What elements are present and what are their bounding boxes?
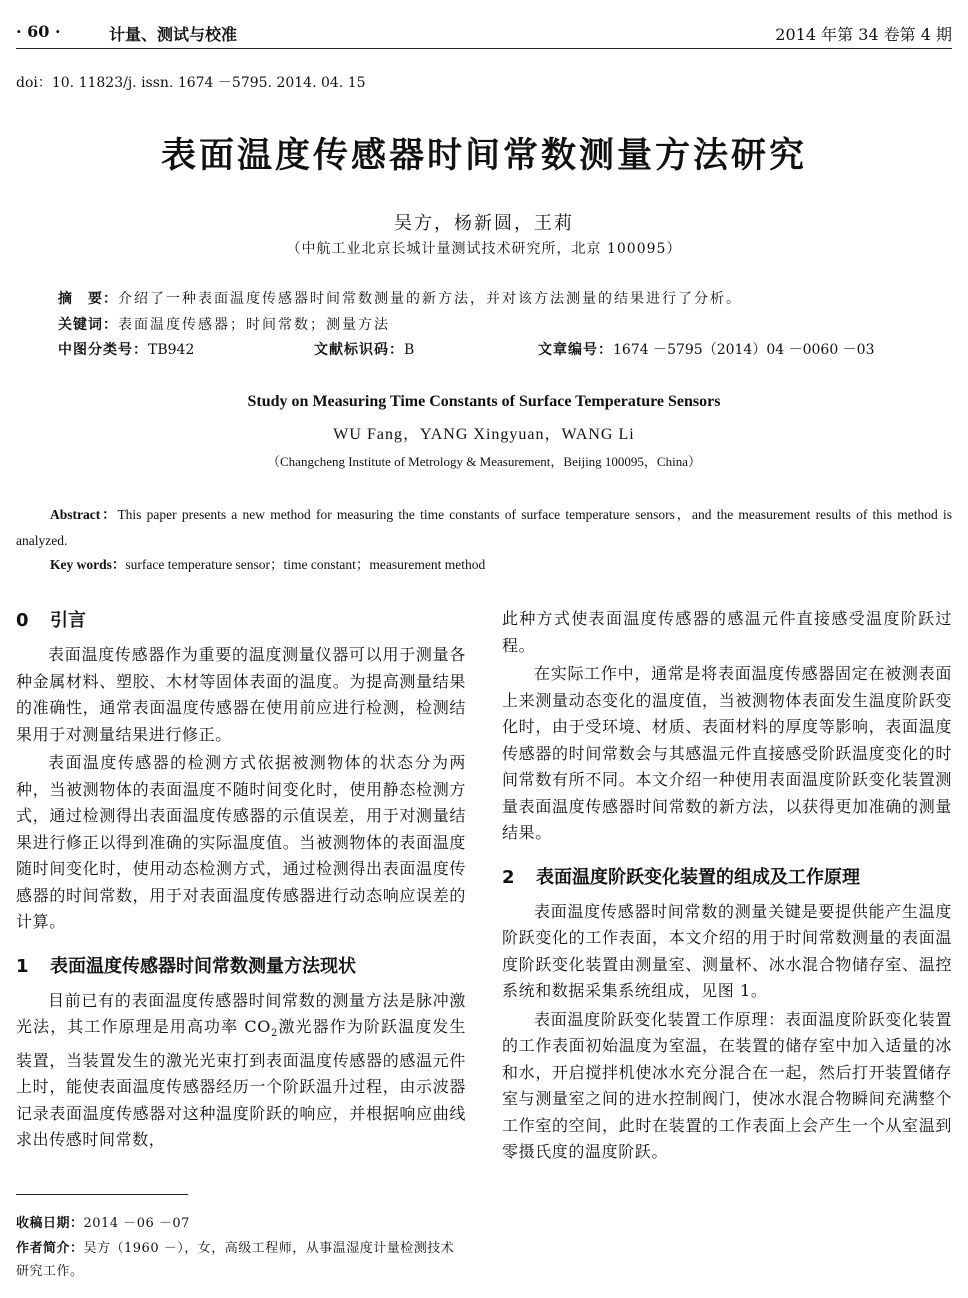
paragraph: 目前已有的表面温度传感器时间常数的测量方法是脉冲激光法，其工作原理是用高功率 $CO_2$激光器作为阶跃温度发生装置，当装置发生的激光光束打到表面温度传感器的感温元件上时，能使表面温度传感器经历一个阶跃温升过程，由示波器记录表面温度传感器对这种温度阶跃的响应，并根据响应曲线求出传感时间常数，: [16, 990, 466, 1150]
paragraph: 表面温度传感器时间常数的测量关键是要提供能产生温度阶跃变化的工作表面，本文介绍的用于时间常数测量的表面温度阶跃变化装置由测量室、测量杯、冰水混合物储存室、温控系统和数据采集系统组成，见图 1。: [502, 901, 952, 1000]
footnote-author: 作者简介：吴方（1960 －），女，高级工程师，从事温湿度计量检测技术研究工作。: [16, 1241, 455, 1279]
authors-chinese: 吴方，杨新圆，王莉: [394, 213, 574, 234]
footnote-received: 收稿日期：2014 －06 －07: [16, 1216, 190, 1231]
paragraph: 表面温度传感器作为重要的温度测量仪器可以用于测量各种金属材料、塑胶、木材等固体表面的温度。为提高测量结果的准确性，通常表面温度传感器在使用前应进行检测，检测结果用于对测量结果进行修正。: [16, 645, 466, 744]
issue-info: 2014 年第 34 卷第 4 期: [775, 25, 952, 44]
document-code: 文献标识码：B: [314, 342, 415, 358]
abstract-chinese: [58, 288, 742, 308]
title-english: Study on Measuring Time Constants of Surface Temperature Sensors: [247, 393, 721, 410]
abstract-en-label: Abstract：: [50, 507, 118, 522]
footnote-rule: [16, 1194, 188, 1195]
section-heading-1: 1 表面温度传感器时间常数测量方法现状: [16, 955, 356, 977]
keywords-chinese: [58, 314, 390, 334]
paragraph: 表面温度阶跃变化装置工作原理：表面温度阶跃变化装置的工作表面初始温度为室温，在装置的储存室中加入适量的冰和水，开启搅拌机使冰水充分混合在一起，然后打开装置储存室与测量室之间的进水控制阀门，使冰水混合物瞬间充满整个工作室的空间，此时在装置的工作表面上会产生一个从室温到零摄氏度的温度阶跃。: [502, 1009, 952, 1161]
authors-english: WU Fang，YANG Xingyuan，WANG Li: [333, 426, 635, 443]
keywords-en-label: Key words：: [50, 557, 126, 572]
keywords-text: 表面温度传感器；时间常数；测量方法: [118, 317, 390, 333]
abstract-text: 介绍了一种表面温度传感器时间常数测量的新方法，并对该方法测量的结果进行了分析。: [118, 291, 742, 307]
section-heading-2: 2 表面温度阶跃变化装置的组成及工作原理: [502, 866, 860, 888]
paragraph: 在实际工作中，通常是将表面温度传感器固定在被测表面上来测量动态变化的温度值，当被测物体表面发生温度阶跃变化时，由于受环境、材质、表面材料的厚度等影响，表面温度传感器的时间常数会与其感温元件直接感受阶跃温度变化的时间常数有所不同。本文介绍一种使用表面温度阶跃变化装置测量表面温度传感器时间常数的新方法，以获得更加准确的测量结果。: [502, 664, 952, 842]
clc-number: 中图分类号：TB942: [58, 342, 195, 358]
title-chinese: 表面温度传感器时间常数测量方法研究: [160, 136, 807, 176]
keywords-english: [50, 553, 485, 573]
abstract-en-text: This paper presents a new method for measuring the time constants of surface temperature sensors，and the measurement results of this method is analyzed.: [16, 507, 952, 548]
section-heading-0: 0 引言: [16, 610, 86, 631]
right-column: [502, 606, 952, 1168]
keywords-label: 关键词：: [58, 317, 118, 333]
abstract-label: 摘 要：: [58, 291, 118, 307]
article-number: 文章编号：1674 －5795（2014）04 －0060 －03: [538, 342, 875, 358]
classification-row: [58, 339, 918, 359]
journal-section: 计量、测试与校准: [109, 25, 238, 44]
abstract-english: [16, 502, 952, 554]
paragraph: 表面温度传感器的检测方式依据被测物体的状态分为两种，当被测物体的表面温度不随时间变化时，使用静态检测方式，通过检测得出表面温度传感器的示值误差，用于对测量结果进行修正以得到准确的实际温度值。当被测物体的表面温度随时间变化时，使用动态检测方式，通过检测得出表面温度传感器的时间常数，用于对表面温度传感器进行动态响应误差的计算。: [16, 753, 466, 931]
page-number: · 60 ·: [16, 22, 61, 41]
keywords-en-text: surface temperature sensor；time constant；measurement method: [125, 557, 486, 572]
affiliation-english: （Changcheng Institute of Metrology & Measurement，Beijing 100095，China）: [267, 454, 701, 469]
doi: doi：10. 11823/j. issn. 1674 －5795. 2014. 04. 15: [16, 75, 366, 91]
left-column: [16, 606, 466, 1156]
running-header: [16, 22, 952, 49]
paragraph: 此种方式使表面温度传感器的感温元件直接感受温度阶跃过程。: [502, 609, 952, 655]
affiliation-chinese: （中航工业北京长城计量测试技术研究所，北京 100095）: [286, 241, 682, 257]
